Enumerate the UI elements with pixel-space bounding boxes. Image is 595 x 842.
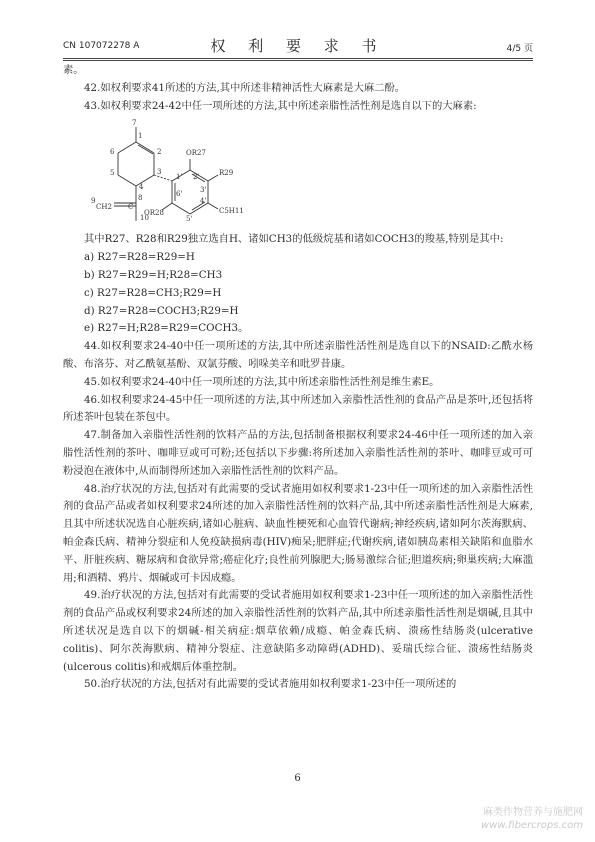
label-r29: R29 (219, 169, 234, 178)
document-title: 权 利 要 求 书 (210, 37, 386, 55)
cannabinoid-structure (88, 117, 308, 225)
label-c8: 8 (138, 194, 143, 203)
claim-48: 48.治疗状况的方法,包括对有此需要的受试者施用如权利要求1-23中任一项所述的加入亲脂性活性剂的食品产品或者如权利要求24所述的加入亲脂性活性剂的饮料产品,其中所述亲脂性活性剂是大麻素,且其中所述状况选自心脏疾病,诸如心脏病、缺血性梗死和心血管代谢病;神经疾病,诸如阿尔茨海默病、帕金森氏病、精神分裂症和人免疫缺损病毒(HIV)痴呆;肥胖症;代谢疾病,诸如胰岛素相关缺陷和血脂水平、肝脏疾病、糖尿病和食欲异常;癌症化疗;良性前列腺肥大;肠易激综合征;胆道疾病;卵巢疾病;大麻滥用;和酒精、鸦片、烟碱或可卡因成瘾。 (63, 482, 533, 584)
claim-43-option-b: b) R27=R29=H;R28=CH3 (84, 268, 223, 281)
watermark-name: 麻类作物营养与施肥网 (483, 807, 583, 818)
label-c6: 6 (110, 148, 115, 157)
label-c1p: 1' (176, 173, 183, 182)
label-c10: 10 (140, 214, 149, 223)
claim-43-option-d: d) R27=R28=COCH3;R29=H (84, 304, 239, 317)
label-c7: 7 (132, 119, 137, 128)
label-or27: OR27 (186, 149, 206, 158)
label-c5: 5 (110, 169, 115, 178)
label-c4p: 4' (200, 197, 207, 206)
label-c3p: 3' (200, 186, 207, 195)
patent-number: CN 107072278 A (63, 41, 140, 51)
label-c2p: 2' (193, 173, 200, 182)
claim-43-option-a: a) R27=R28=R29=H (84, 251, 195, 264)
claim-41-tail: 素。 (63, 64, 84, 76)
claim-43: 43.如权利要求24-42中任一项所述的方法,其中所述亲脂性活性剂是选自以下的大麻素: (84, 99, 477, 112)
label-or28: OR28 (144, 209, 164, 218)
label-carbon: C (128, 203, 134, 212)
page-number: 6 (294, 773, 301, 784)
label-c4: 4 (139, 183, 144, 192)
claim-47: 47.制备加入亲脂性活性剂的饮料产品的方法,包括制备根据权利要求24-46中任一项所述的加入亲脂性活性剂的茶叶、咖啡豆或可可粉;还包括以下步骤:将所述加入亲脂性活性剂的茶叶、咖啡豆或可可粉浸泡在液体中,从而制得所述加入亲脂性活性剂的饮料产品。 (63, 429, 533, 477)
label-c9: 9 (91, 197, 96, 206)
label-c5h11: C5H11 (219, 207, 244, 216)
claim-49: 49.治疗状况的方法,包括对有此需要的受试者施用如权利要求1-23中任一项所述的加入亲脂性活性剂的食品产品或权利要求24所述的加入亲脂性活性剂的饮料产品,其中所述亲脂性活性剂是烟碱,且其中所述状况是选自以下的烟碱-相关病症:烟草依赖/成瘾、帕金森氏病、溃疡性结肠炎(ulcerative colitis)、阿尔茨海默病、精神分裂症、注意缺陷多动障碍(ADHD)、妥瑞氏综合征、溃疡性结肠炎(ulcerous colitis)和戒烟后体重控制。 (63, 589, 533, 673)
claim-44: 44.如权利要求24-40中任一项所述的方法,其中所述亲脂性活性剂是选自以下的NSAID:乙酰水杨酸、布洛芬、对乙酰氨基酚、双氯芬酸、吲哚美辛和吡罗昔康。 (63, 340, 533, 370)
label-c6p: 6' (176, 190, 183, 199)
claim-43-substituents: 其中R27、R28和R29独立选自H、诸如CH3的低级烷基和诸如COCH3的羧基,特别是其中: (84, 233, 504, 246)
structure-diagram (88, 117, 308, 225)
claim-43-option-e: e) R27=H;R28=R29=COCH3。 (84, 322, 249, 335)
claim-43-option-c: c) R27=R28=CH3;R29=H (84, 286, 222, 299)
page-indicator: 4/5 页 (506, 44, 533, 54)
header-rule-bottom (63, 60, 533, 61)
claim-42: 42.如权利要求41所述的方法,其中所述非精神活性大麻素是大麻二酚。 (84, 81, 406, 94)
label-c5p: 5' (186, 215, 193, 224)
label-ch2: CH2 (96, 203, 112, 212)
claim-50: 50.治疗状况的方法,包括对有此需要的受试者施用如权利要求1-23中任一项所述的 (84, 678, 457, 691)
page-header (63, 35, 533, 57)
label-c2: 2 (157, 148, 162, 157)
header-rule-top (63, 58, 533, 59)
watermark-url: www.fibercrops.com (481, 820, 583, 831)
label-c3: 3 (157, 168, 162, 177)
site-watermark (481, 806, 583, 832)
claims-body (63, 62, 533, 694)
label-c1: 1 (138, 132, 143, 141)
claim-46: 46.如权利要求24-45中任一项所述的方法,其中所述加入亲脂性活性剂的食品产品是茶叶,还包括将所述茶叶包装在茶包中。 (63, 393, 533, 424)
claim-45: 45.如权利要求24-40中任一项所述的方法,其中所述亲脂性活性剂是维生素E。 (84, 375, 440, 388)
